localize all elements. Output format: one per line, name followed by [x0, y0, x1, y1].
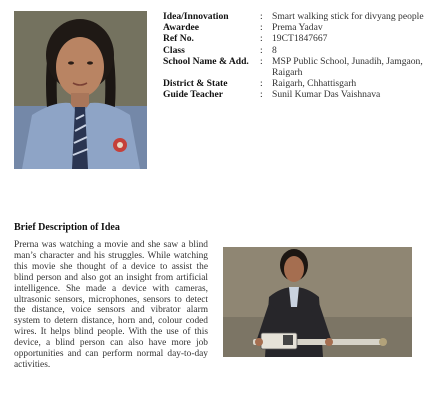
info-colon: :	[260, 44, 263, 56]
info-value: Smart walking stick for divyang people	[272, 11, 424, 22]
info-label: Ref No.	[163, 33, 194, 45]
info-value: Sunil Kumar Das Vaishnava	[272, 89, 381, 101]
info-row	[163, 22, 425, 33]
info-colon: :	[260, 11, 263, 22]
awardee-info-table	[163, 11, 425, 101]
info-colon: :	[260, 89, 263, 101]
device-demo-photo	[223, 247, 412, 357]
info-label: Class	[163, 44, 185, 56]
info-label: Guide Teacher	[163, 89, 223, 101]
info-label: Awardee	[163, 22, 200, 34]
info-row	[163, 11, 425, 22]
info-value: MSP Public School, Junadih, Jamgaon, Raigarh	[272, 55, 423, 79]
info-colon: :	[260, 78, 263, 90]
info-row	[163, 89, 425, 100]
awardee-portrait-photo	[14, 11, 147, 169]
description-text: Prerna was watching a movie and she saw a blind man’s character and his struggles. While watching this movie she thought of a device to assist the blind person and also got an insight from artificial intelligence. She made a device with cameras, ultrasonic sensors, microphones, sensors to detect the distance, voice sensors and vibrator alarm system to detern distance, horn and, colour coded wires. It helps blind people. With the use of this device, a blind person can also have more job opportunities and can perform normal day-to-day activities.	[14, 240, 208, 370]
info-colon: :	[260, 33, 263, 45]
info-colon: :	[260, 22, 263, 34]
info-row	[163, 56, 425, 78]
info-colon: :	[260, 55, 263, 67]
info-row	[163, 45, 425, 56]
info-value: Raigarh, Chhattisgarh	[272, 78, 357, 90]
info-value: 8	[272, 44, 277, 56]
info-row	[163, 78, 425, 89]
info-label: District & State	[163, 78, 228, 90]
info-value: 19CT1847667	[272, 33, 328, 45]
description-heading: Brief Description of Idea	[14, 222, 120, 233]
info-row	[163, 33, 425, 44]
info-label: Idea/Innovation	[163, 11, 229, 22]
info-label: School Name & Add.	[163, 55, 249, 67]
info-value: Prema Yadav	[272, 22, 323, 34]
